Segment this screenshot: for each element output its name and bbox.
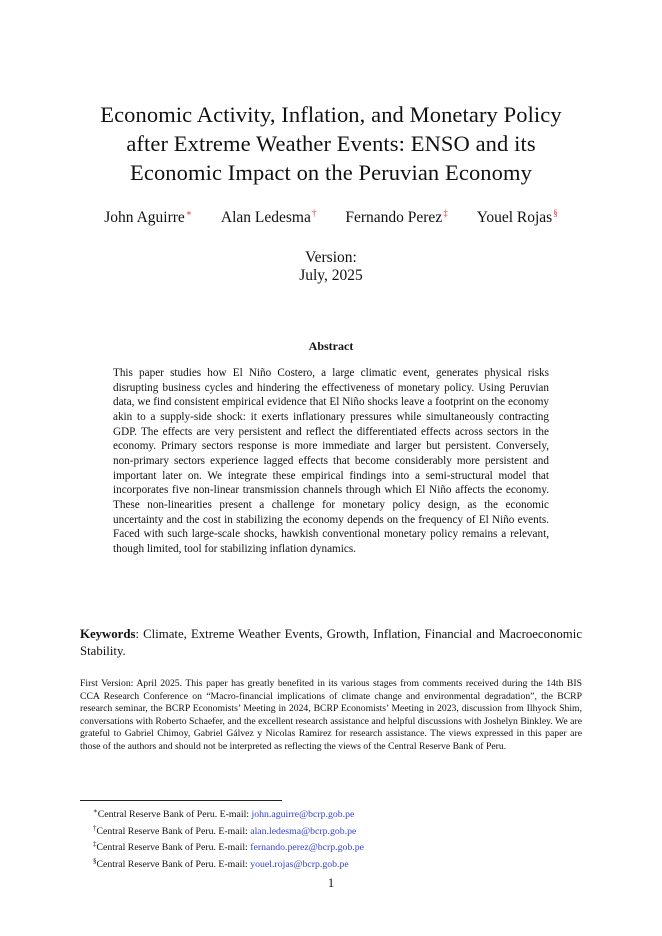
footnote-mark: ∗: [93, 807, 98, 815]
paper-title: [60, 100, 602, 187]
title-line: Economic Activity, Inflation, and Monetary Policy: [100, 102, 562, 127]
title-line: Economic Impact on the Peruvian Economy: [130, 160, 532, 185]
version-block: [0, 249, 662, 285]
version-date: July, 2025: [299, 267, 363, 284]
keywords: [80, 626, 582, 659]
author-list: [0, 208, 662, 227]
footnote: [93, 822, 593, 839]
abstract-heading: Abstract: [308, 339, 354, 353]
email-link[interactable]: fernando.perez@bcrp.gob.pe: [250, 842, 364, 854]
author: [477, 208, 558, 227]
abstract-text: This paper studies how El Niño Costero, a large climatic event, generates physical risks disrupting business cycles and hindering the effectiveness of monetary policy. Using Peruvian data, we find consistent empirical evidence that El Niño shocks leave a footprint on the economy akin to a supply-side shock: it exerts inflationary pressures while simultaneously contracting GDP. The effects are very persistent and reflect the differentiated effects across sectors in the economy. Primary sectors response is more immediate and larger but persistent. Conversely, non-primary sectors experience lagged effects that become considerably more persistent and important later on. We integrate these empirical findings into a semi-structural model that incorporates five non-linear transmission channels through which El Niño affects the economy. These non-linearities present a challenge for monetary policy design, as the economic uncertainty and the cost in stabilizing the economy depends on the frequency of El Niño events. Faced with such large-scale shocks, hawkish conventional monetary policy remains a relevant, though limited, tool for stabilizing inflation dynamics.: [113, 367, 549, 555]
footnote-rule: [80, 800, 282, 801]
page-number: 1: [327, 876, 335, 890]
footnote-marker[interactable]: †: [311, 208, 317, 218]
footnote-text: Central Reserve Bank of Peru. E-mail:: [96, 825, 251, 837]
keywords-text: : Climate, Extreme Weather Events, Growth, Inflation, Financial and Macroeconomic Stability.: [80, 627, 582, 658]
keywords-label: Keywords: [80, 627, 136, 641]
author: [345, 208, 447, 227]
acknowledgment-note: First Version: April 2025. This paper has greatly benefited in its various stages from comments received during the 14th BIS CCA Research Conference on “Macro-financial implications of climate change and environmental degradation”, the BCRP research seminar, the BCRP Economists’ Meeting in 2024, BCRP Economists’ Meeting in 2023, discussion from Ilhyock Shim, conversations with Roberto Schaefer, and the excellent research assistance and helpful discussions with Joshelyn Binkley. We are grateful to Gabriel Chimoy, Gabriel Gálvez y Nicolas Ramirez for research assistance. The views expressed in this paper are those of the authors and should not be interpreted as reflecting the views of the Central Reserve Bank of Peru.: [80, 678, 582, 752]
author: [221, 208, 316, 227]
footnote-marker[interactable]: ∗: [185, 208, 192, 218]
author: [104, 208, 192, 227]
footnote-marker[interactable]: ‡: [443, 208, 448, 218]
footnote-text: Central Reserve Bank of Peru. E-mail:: [97, 809, 252, 820]
footnote-marker[interactable]: §: [553, 208, 558, 218]
footnotes: [93, 805, 593, 872]
footnote: [93, 805, 593, 822]
footnote-mark: ‡: [93, 840, 97, 849]
footnote-text: Central Reserve Bank of Peru. E-mail:: [96, 859, 251, 871]
email-link[interactable]: alan.ledesma@bcrp.gob.pe: [250, 825, 357, 837]
footnote: [93, 838, 593, 855]
footnote: [93, 855, 593, 872]
title-line: after Extreme Weather Events: ENSO and its: [126, 131, 536, 156]
author-name: Youel Rojas: [476, 209, 553, 226]
email-link[interactable]: youel.rojas@bcrp.gob.pe: [250, 859, 349, 871]
version-label: Version:: [305, 249, 357, 266]
footnote-text: Central Reserve Bank of Peru. E-mail:: [96, 842, 251, 854]
email-link[interactable]: john.aguirre@bcrp.gob.pe: [251, 809, 355, 820]
author-name: Fernando Perez: [345, 209, 443, 226]
author-name: Alan Ledesma: [220, 209, 311, 226]
footnote-mark: †: [93, 823, 97, 832]
author-name: John Aguirre: [104, 209, 185, 226]
footnote-mark: §: [93, 857, 97, 866]
